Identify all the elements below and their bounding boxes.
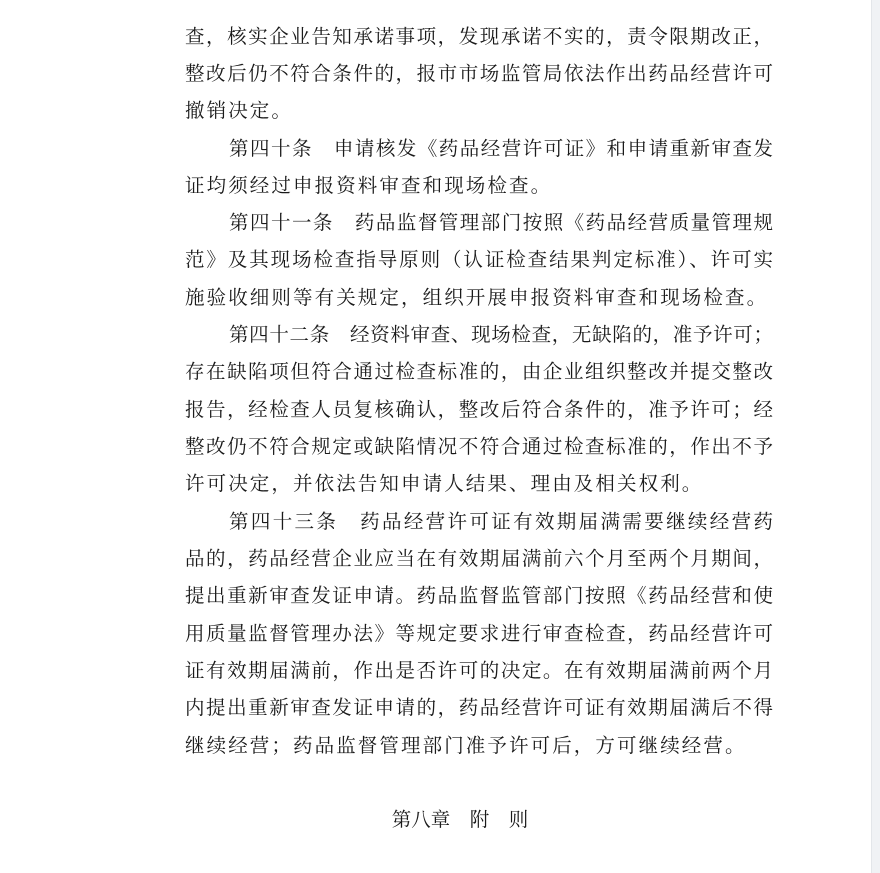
text-line: 施验收细则等有关规定，组织开展申报资料审查和现场检查。 [185,286,769,309]
page-edge-divider [871,0,880,873]
article-43-line: 第四十三条 药品经营许可证有效期届满需要继续经营药 [229,510,773,533]
text-line: 范》及其现场检查指导原则（认证检查结果判定标准）、许可实 [185,248,773,271]
text-line: 证均须经过申报资料审查和现场检查。 [185,174,553,197]
text-line: 品的，药品经营企业应当在有效期届满前六个月至两个月期间， [185,547,773,570]
text-line: 提出重新审查发证申请。药品监督监管部门按照《药品经营和使 [185,584,773,607]
text-line: 许可决定，并依法告知申请人结果、理由及相关权利。 [185,472,704,495]
text-line: 撤销决定。 [185,99,294,122]
text-line: 整改仍不符合规定或缺陷情况不符合通过检查标准的，作出不予 [185,435,773,458]
article-42-line: 第四十二条 经资料审查、现场检查，无缺陷的，准予许可； [229,323,773,346]
article-41-line: 第四十一条 药品监督管理部门按照《药品经营质量管理规 [229,211,773,234]
chapter-heading: 第八章 附 则 [391,808,529,831]
text-line: 继续经营；药品监督管理部门准予许可后，方可继续经营。 [185,734,747,757]
text-line: 整改后仍不符合条件的，报市市场监管局依法作出药品经营许可 [185,62,773,85]
text-line: 证有效期届满前，作出是否许可的决定。在有效期届满前两个月 [185,659,773,682]
text-line: 报告，经检查人员复核确认，整改后符合条件的，准予许可；经 [185,398,773,421]
text-line: 用质量监督管理办法》等规定要求进行审查检查，药品经营许可 [185,622,773,645]
article-40-line: 第四十条 申请核发《药品经营许可证》和申请重新审查发 [229,137,773,160]
text-line: 内提出重新审查发证申请的，药品经营许可证有效期届满后不得 [185,696,773,719]
text-line: 查，核实企业告知承诺事项，发现承诺不实的，责令限期改正， [185,25,773,48]
text-line: 存在缺陷项但符合通过检查标准的，由企业组织整改并提交整改 [185,360,773,383]
